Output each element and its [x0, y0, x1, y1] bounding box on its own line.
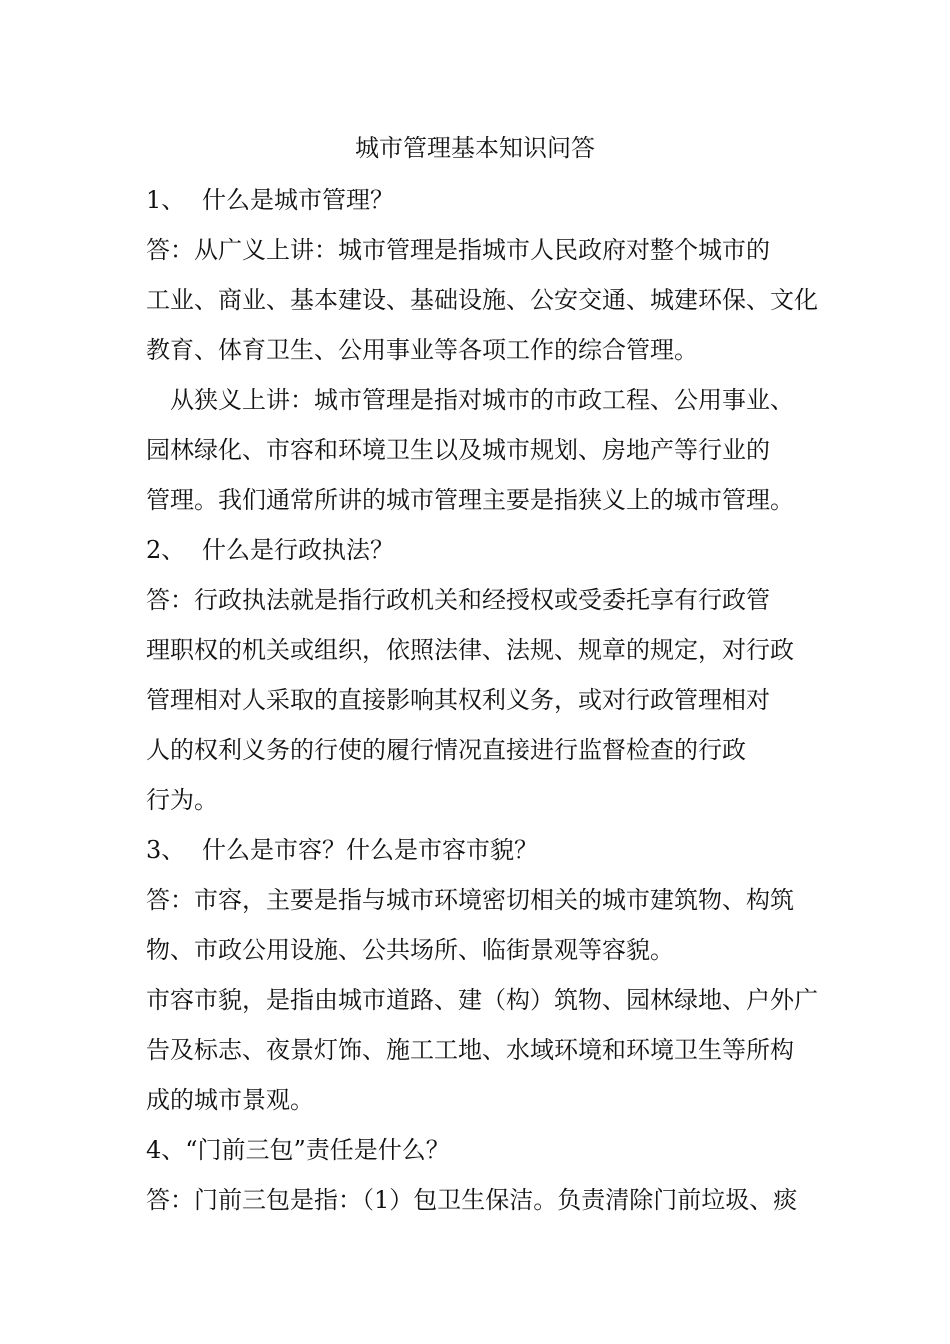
answer-line: 人的权利义务的行使的履行情况直接进行监督检查的行政 [146, 736, 746, 764]
answer-line: 从狭义上讲：城市管理是指对城市的市政工程、公用事业、 [146, 386, 794, 414]
question-1 [146, 180, 826, 220]
answer-line: 教育、体育卫生、公用事业等各项工作的综合管理。 [146, 336, 698, 364]
answer-line: 市容市貌，是指由城市道路、建（构）筑物、园林绿地、户外广 [146, 986, 818, 1014]
answer-line: 物、市政公用设施、公共场所、临街景观等容貌。 [146, 936, 674, 964]
question-2 [146, 530, 826, 570]
question-3 [146, 830, 826, 870]
question-text: 什么是市容？什么是市容市貌？ [202, 836, 538, 864]
answer-line: 园林绿化、市容和环境卫生以及城市规划、房地产等行业的 [146, 436, 770, 464]
answer-line: 管理相对人采取的直接影响其权利义务，或对行政管理相对 [146, 686, 770, 714]
question-text: 什么是城市管理？ [202, 186, 394, 214]
question-text: 什么是行政执法？ [202, 536, 394, 564]
answer-line: 答：市容，主要是指与城市环境密切相关的城市建筑物、构筑 [146, 886, 794, 914]
document-title: 城市管理基本知识问答 [355, 134, 595, 162]
answer-line: 理职权的机关或组织，依照法律、法规、规章的规定，对行政 [146, 636, 794, 664]
answer-line: 答：门前三包是指：（1）包卫生保洁。负责清除门前垃圾、痰 [146, 1186, 798, 1214]
question-number: 1、 [146, 186, 186, 214]
answer-line: 行为。 [146, 786, 218, 814]
answer-line: 成的城市景观。 [146, 1086, 314, 1114]
answer-line: 答：从广义上讲：城市管理是指城市人民政府对整个城市的 [146, 236, 770, 264]
answer-line: 管理。我们通常所讲的城市管理主要是指狭义上的城市管理。 [146, 486, 794, 514]
question-number: 3、 [146, 836, 186, 864]
question-number: 2、 [146, 536, 186, 564]
answer-line: 答：行政执法就是指行政机关和经授权或受委托享有行政管 [146, 586, 770, 614]
question-4: 4、“门前三包”责任是什么？ [146, 1136, 450, 1164]
answer-line: 工业、商业、基本建设、基础设施、公安交通、城建环保、文化 [146, 286, 818, 314]
answer-line: 告及标志、夜景灯饰、施工工地、水域环境和环境卫生等所构 [146, 1036, 794, 1064]
